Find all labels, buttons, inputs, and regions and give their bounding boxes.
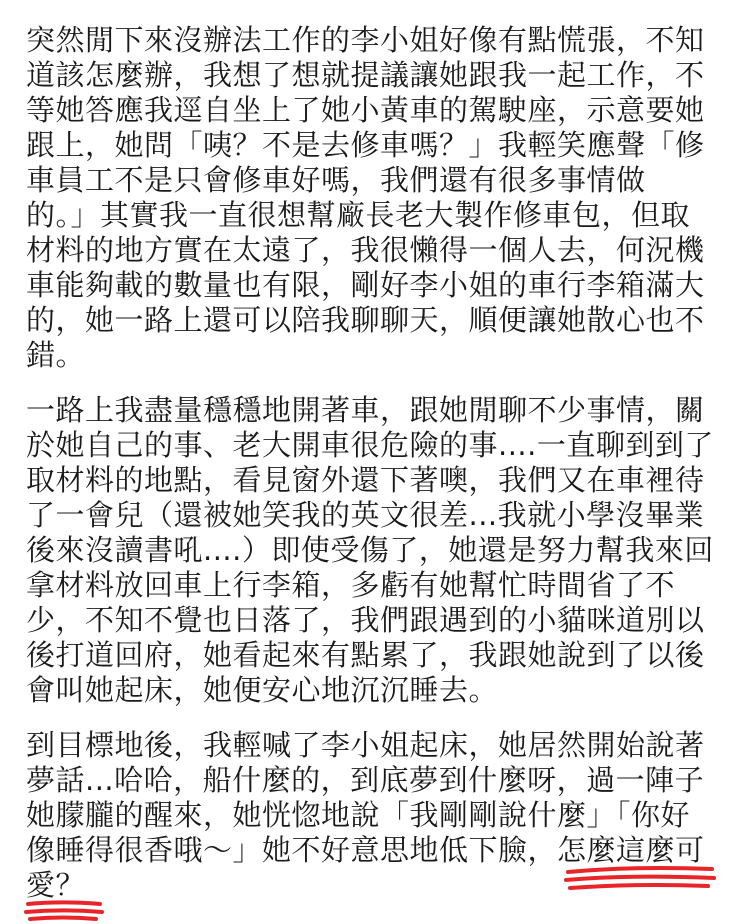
underline-scribble-left [26, 903, 102, 920]
text-line: 錯。 [26, 338, 86, 372]
text-line: 跟上，她問「咦？不是去修車嗎？」我輕笑應聲「修 [26, 128, 705, 162]
text-line: 了一會兒（還被她笑我的英文很差...我就小學沒畢業 [26, 498, 705, 532]
text-line: 到目標地後，我輕喊了李小姐起床，她居然開始說著 [26, 728, 705, 762]
text-line: 的，她一路上還可以陪我聊聊天，順便讓她散心也不 [26, 303, 705, 337]
text-line: 拿材料放回車上行李箱，多虧有她幫忙時間省了不 [26, 568, 676, 602]
text-line: 她朦朧的醒來，她恍惚地說「我剛剛說什麼」「你好 [26, 798, 691, 832]
text-line: 等她答應我逕自坐上了她小黃車的駕駛座，示意要她 [26, 93, 705, 127]
text-line: 取材料的地點，看見窗外還下著噢，我們又在車裡待 [26, 463, 705, 497]
text-line: 後打道回府，她看起來有點累了，我跟她說到了以後 [26, 638, 705, 672]
text-line: 的。」其實我一直很想幫廠長老大製作修車包，但取 [26, 198, 691, 232]
text-line: 車能夠載的數量也有限，剛好李小姐的車行李箱滿大 [26, 268, 705, 302]
text-line: 一路上我盡量穩穩地開著車，跟她閒聊不少事情，關 [26, 393, 705, 427]
text-line: 突然閒下來沒辦法工作的李小姐好像有點慌張，不知 [26, 23, 705, 57]
text-line: 於她自己的事、老大開車很危險的事....一直聊到到了 [26, 428, 714, 462]
text-line: 像睡得很香哦～」她不好意思地低下臉，怎麼這麼可 [26, 833, 705, 867]
underline-scribble-right [566, 868, 714, 888]
text-line: 道該怎麼辦，我想了想就提議讓她跟我一起工作，不 [26, 58, 705, 92]
text-line: 少，不知不覺也日落了，我們跟遇到的小貓咪道別以 [26, 603, 705, 637]
text-line: 後來沒讀書吼....）即使受傷了，她還是努力幫我來回 [26, 533, 714, 567]
text-line: 愛？ [26, 868, 86, 902]
text-line: 會叫她起床，她便安心地沉沉睡去。 [26, 673, 499, 707]
text-line: 夢話...哈哈，船什麼的，到底夢到什麼呀，過一陣子 [26, 763, 705, 797]
text-line: 車員工不是只會修車好嗎，我們還有很多事情做 [26, 163, 646, 197]
text-line: 材料的地方實在太遠了，我很懶得一個人去，何況機 [26, 233, 705, 267]
